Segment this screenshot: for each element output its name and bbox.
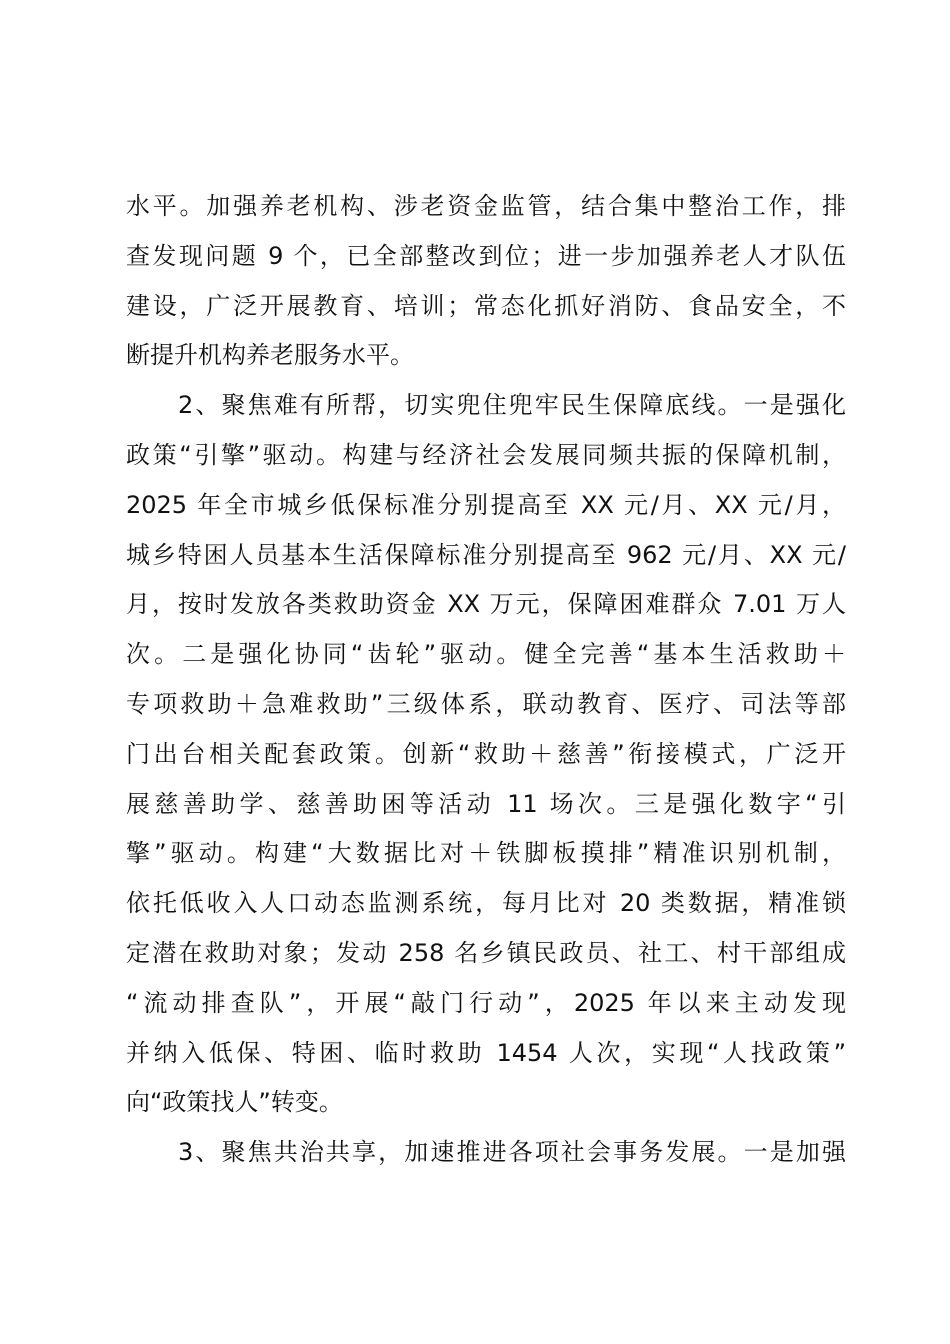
- text-line: 展慈善助学、慈善助困等活动 11 场次。三是强化数字“引: [126, 789, 846, 818]
- text-line: 定潜在救助对象；发动 258 名乡镇民政员、社工、村干部组成: [126, 938, 846, 967]
- text-line: 建设，广泛开展教育、培训；常态化抓好消防、食品安全，不: [126, 291, 846, 320]
- paragraph-heading-line: 3、聚焦共治共享，加速推进各项社会事务发展。一是加强: [178, 1138, 846, 1167]
- text-line: 水平。加强养老机构、涉老资金监管，结合集中整治工作，排: [126, 192, 846, 220]
- text-line: 城乡特困人员基本生活保障标准分别提高至 962 元/月、XX 元/: [126, 540, 846, 569]
- text-line: 月，按时发放各类救助资金 XX 万元，保障困难群众 7.01 万人: [126, 590, 846, 619]
- paragraph-heading-line: 2、聚焦难有所帮，切实兜住兜牢民生保障底线。一是强化: [178, 391, 846, 420]
- text-line: 擎”驱动。构建“大数据比对＋铁脚板摸排”精准识别机制，: [126, 839, 846, 868]
- text-line: 断提升机构养老服务水平。: [126, 341, 414, 370]
- text-line: 门出台相关配套政策。创新“救助＋慈善”衔接模式，广泛开: [126, 739, 846, 768]
- text-line: “流动排查队”，开展“敲门行动”，2025 年以来主动发现: [126, 988, 846, 1017]
- text-line: 次。二是强化协同“齿轮”驱动。健全完善“基本生活救助＋: [126, 640, 846, 669]
- text-line: 依托低收入人口动态监测系统，每月比对 20 类数据，精准锁: [126, 889, 846, 918]
- text-line: 专项救助＋急难救助”三级体系，联动教育、医疗、司法等部: [126, 689, 846, 718]
- body-text: [126, 182, 846, 1178]
- text-line: 并纳入低保、特困、临时救助 1454 人次，实现“人找政策”: [126, 1038, 846, 1067]
- text-line: 2025 年全市城乡低保标准分别提高至 XX 元/月、XX 元/月，: [126, 490, 846, 519]
- text-line: 向“政策找人”转变。: [126, 1088, 343, 1117]
- text-line: 查发现问题 9 个，已全部整改到位；进一步加强养老人才队伍: [126, 241, 846, 270]
- text-line: 政策“引擎”驱动。构建与经济社会发展同频共振的保障机制，: [126, 440, 846, 469]
